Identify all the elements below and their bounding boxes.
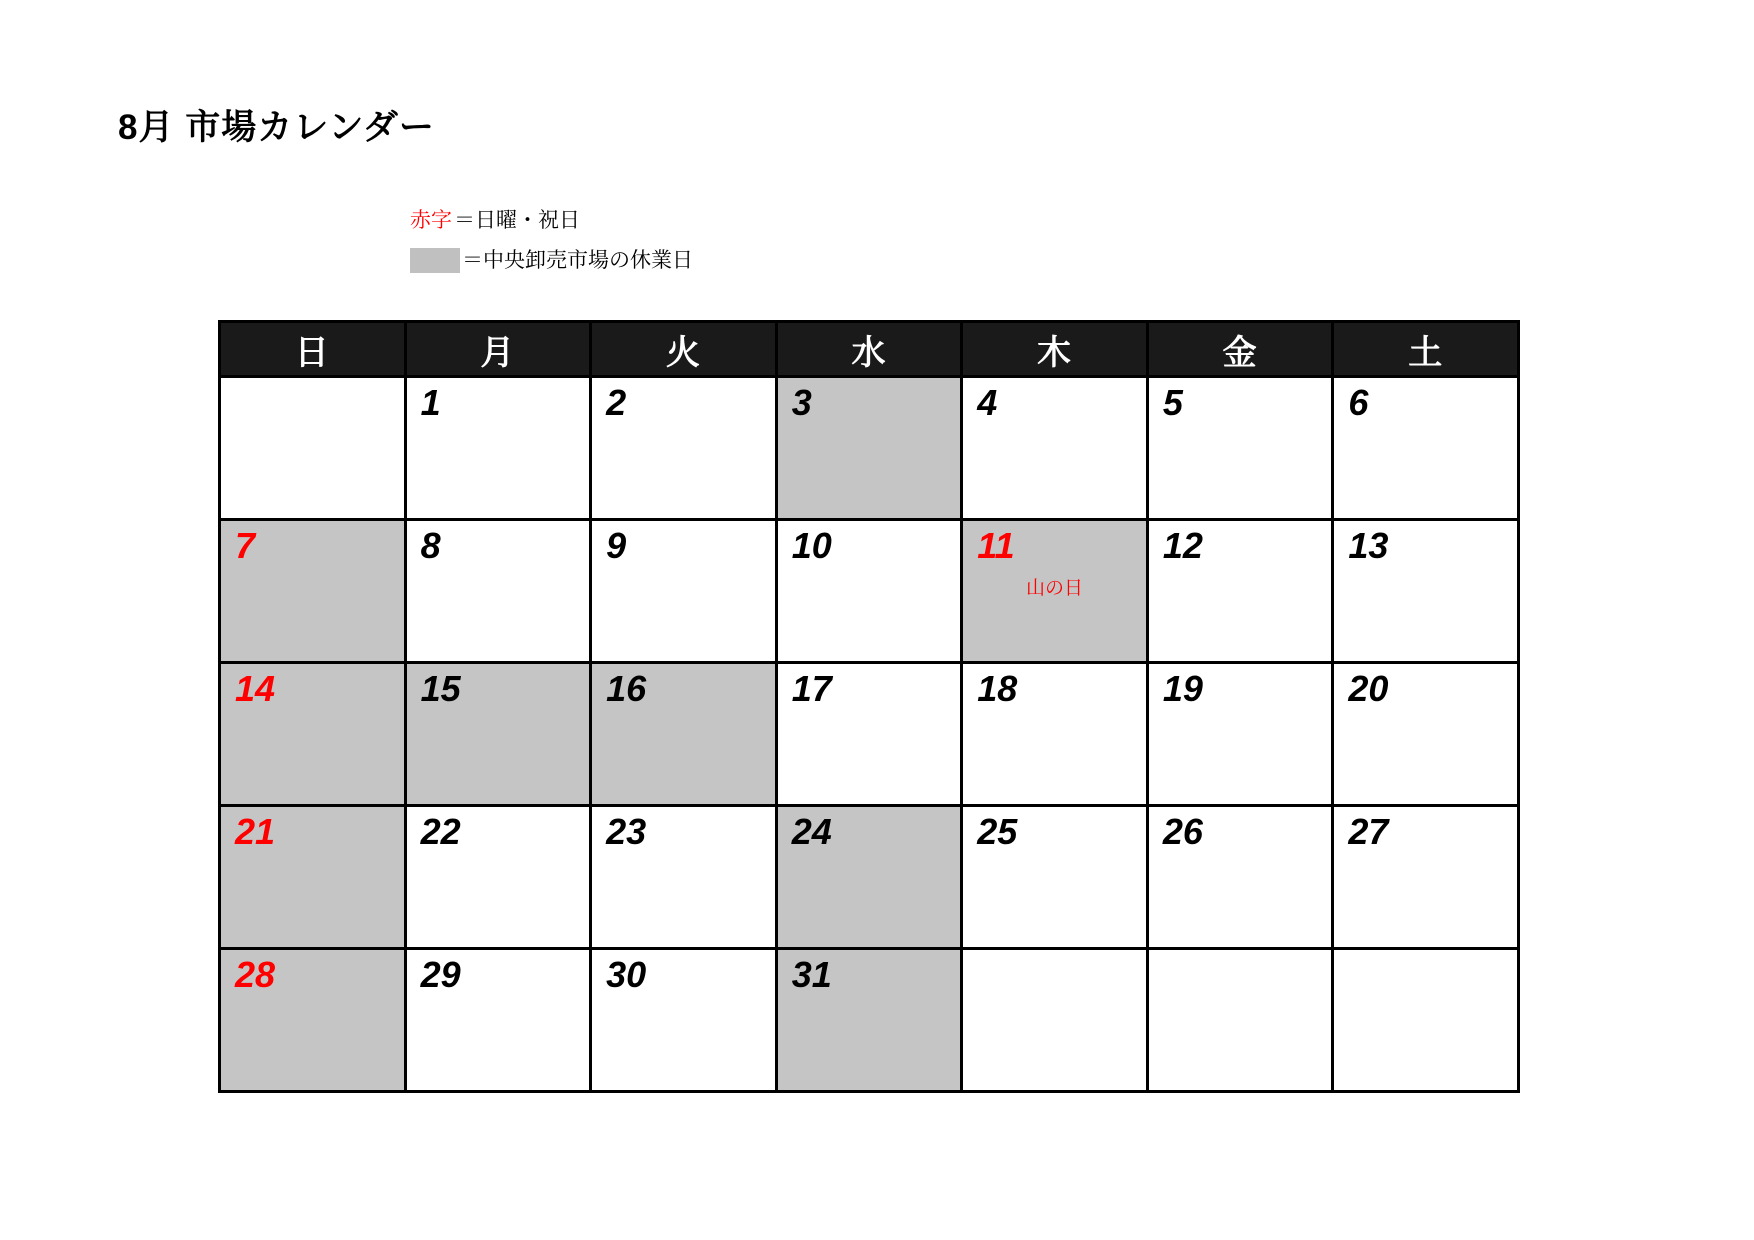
day-number: 4 bbox=[977, 382, 998, 423]
legend bbox=[410, 200, 693, 280]
day-cell[interactable] bbox=[962, 377, 1148, 520]
day-number: 28 bbox=[235, 954, 276, 995]
day-cell[interactable] bbox=[1147, 949, 1333, 1092]
day-cell[interactable] bbox=[776, 806, 962, 949]
day-number bbox=[221, 378, 404, 384]
calendar-week-row bbox=[220, 806, 1519, 949]
day-number: 16 bbox=[606, 668, 647, 709]
day-number: 23 bbox=[606, 811, 647, 852]
day-cell[interactable] bbox=[591, 520, 777, 663]
day-cell[interactable] bbox=[220, 663, 406, 806]
weekday-header-row bbox=[220, 322, 1519, 377]
weekday-header-wed: 水 bbox=[776, 322, 962, 377]
day-cell[interactable] bbox=[1333, 949, 1519, 1092]
weekday-header-mon: 月 bbox=[405, 322, 591, 377]
day-number: 17 bbox=[791, 668, 832, 709]
day-cell[interactable] bbox=[776, 663, 962, 806]
day-number: 11 bbox=[977, 525, 1015, 566]
page-title: 8月 市場カレンダー bbox=[118, 108, 435, 147]
day-number: 14 bbox=[235, 668, 276, 709]
day-number: 13 bbox=[1348, 525, 1389, 566]
day-number: 7 bbox=[235, 525, 256, 566]
day-number: 12 bbox=[1162, 525, 1203, 566]
day-number: 25 bbox=[977, 811, 1018, 852]
day-number: 24 bbox=[791, 811, 832, 852]
legend-closed-text: ＝中央卸売市場の休業日 bbox=[462, 248, 693, 272]
weekday-header-fri: 金 bbox=[1147, 322, 1333, 377]
day-number: 30 bbox=[606, 954, 647, 995]
day-cell[interactable] bbox=[591, 663, 777, 806]
day-number: 8 bbox=[420, 525, 441, 566]
day-number: 6 bbox=[1348, 382, 1369, 423]
day-cell[interactable] bbox=[962, 806, 1148, 949]
day-cell[interactable] bbox=[962, 949, 1148, 1092]
day-number bbox=[1334, 950, 1517, 956]
day-number bbox=[1149, 950, 1332, 956]
day-cell[interactable] bbox=[591, 949, 777, 1092]
day-number: 3 bbox=[791, 382, 812, 423]
calendar-week-row bbox=[220, 949, 1519, 1092]
holiday-label: 山の日 bbox=[1026, 577, 1084, 599]
day-number bbox=[963, 950, 1146, 956]
day-cell[interactable] bbox=[220, 949, 406, 1092]
day-cell[interactable] bbox=[962, 520, 1148, 663]
day-cell[interactable] bbox=[220, 520, 406, 663]
day-cell[interactable] bbox=[405, 377, 591, 520]
day-number: 18 bbox=[977, 668, 1018, 709]
day-number: 19 bbox=[1162, 668, 1203, 709]
calendar-table bbox=[218, 320, 1520, 1093]
day-cell[interactable] bbox=[1147, 520, 1333, 663]
day-cell[interactable] bbox=[591, 806, 777, 949]
calendar-week-row bbox=[220, 663, 1519, 806]
day-number: 1 bbox=[420, 382, 441, 423]
day-cell[interactable] bbox=[1333, 520, 1519, 663]
day-cell[interactable] bbox=[405, 520, 591, 663]
day-cell[interactable] bbox=[776, 949, 962, 1092]
day-number: 29 bbox=[420, 954, 461, 995]
day-cell[interactable] bbox=[776, 377, 962, 520]
day-number: 20 bbox=[1348, 668, 1389, 709]
day-cell[interactable] bbox=[1333, 806, 1519, 949]
day-cell[interactable] bbox=[405, 949, 591, 1092]
day-cell[interactable] bbox=[962, 663, 1148, 806]
day-cell[interactable] bbox=[776, 520, 962, 663]
day-number: 26 bbox=[1162, 811, 1203, 852]
day-number: 10 bbox=[791, 525, 832, 566]
weekday-header-sat: 土 bbox=[1333, 322, 1519, 377]
weekday-header-thu: 木 bbox=[962, 322, 1148, 377]
day-number: 2 bbox=[606, 382, 627, 423]
day-number: 27 bbox=[1348, 811, 1389, 852]
calendar-header bbox=[220, 322, 1519, 377]
day-cell[interactable] bbox=[405, 663, 591, 806]
day-cell[interactable] bbox=[1147, 377, 1333, 520]
legend-red-label: 赤字 bbox=[410, 208, 452, 232]
calendar-week-row bbox=[220, 520, 1519, 663]
day-cell[interactable] bbox=[1147, 806, 1333, 949]
legend-row-closed bbox=[410, 240, 693, 280]
weekday-header-tue: 火 bbox=[591, 322, 777, 377]
day-cell[interactable] bbox=[220, 806, 406, 949]
day-cell[interactable] bbox=[591, 377, 777, 520]
calendar-body bbox=[220, 377, 1519, 1092]
day-cell[interactable] bbox=[1147, 663, 1333, 806]
day-number: 5 bbox=[1162, 382, 1183, 423]
legend-gray-swatch bbox=[410, 248, 460, 273]
day-cell[interactable] bbox=[405, 806, 591, 949]
day-cell[interactable] bbox=[1333, 377, 1519, 520]
day-number: 15 bbox=[420, 668, 461, 709]
day-number: 22 bbox=[420, 811, 461, 852]
legend-row-red bbox=[410, 200, 693, 240]
day-cell[interactable] bbox=[1333, 663, 1519, 806]
weekday-header-sun: 日 bbox=[220, 322, 406, 377]
day-number: 21 bbox=[235, 811, 276, 852]
day-number: 31 bbox=[791, 954, 832, 995]
calendar-week-row bbox=[220, 377, 1519, 520]
day-cell[interactable] bbox=[220, 377, 406, 520]
day-number: 9 bbox=[606, 525, 627, 566]
legend-red-text: ＝日曜・祝日 bbox=[454, 208, 580, 232]
